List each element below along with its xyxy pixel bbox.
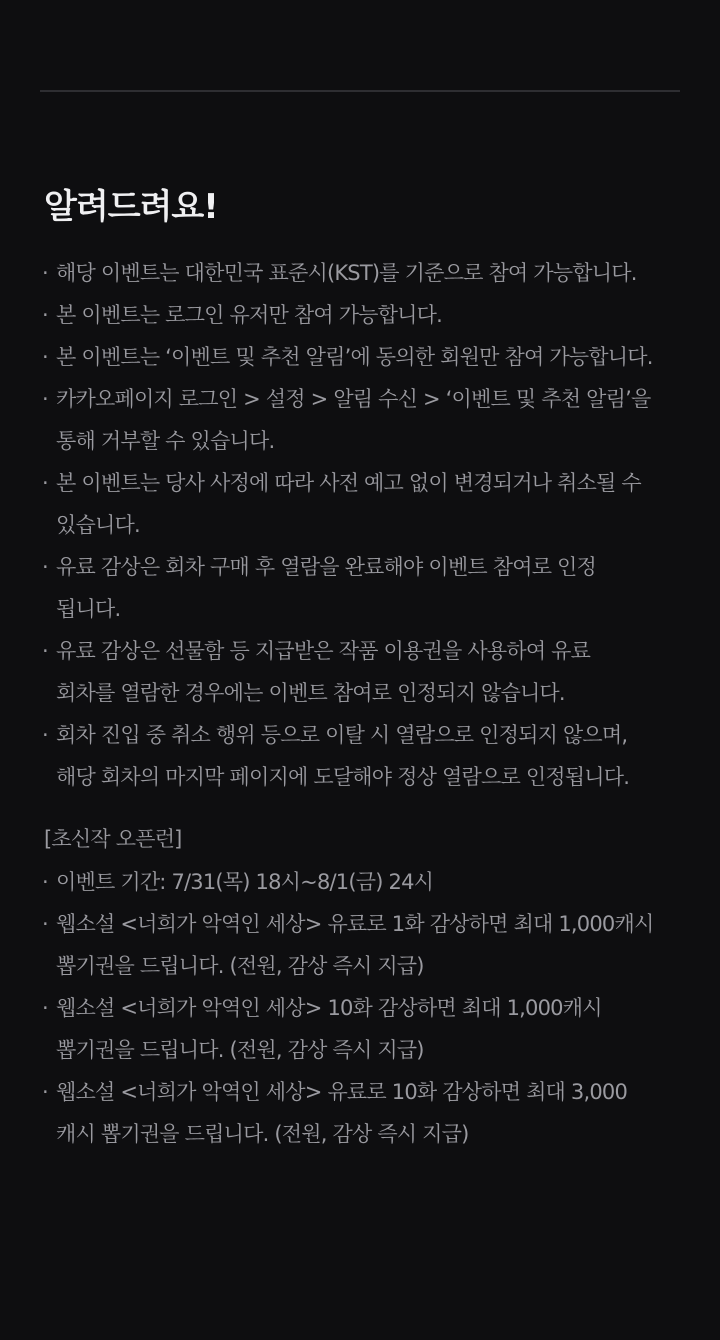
notice-item-consent: · 본 이벤트는 ‘이벤트 및 추천 알림’에 동의한 회원만 참여 가능합니다. xyxy=(42,336,682,378)
notice-list xyxy=(42,252,682,798)
notice-item-opt-out: · 카카오페이지 로그인 > 설정 > 알림 수신 > ‘이벤트 및 추천 알림’을 통해 거부할 수 있습니다. xyxy=(42,378,682,462)
notice-item-change: · 본 이벤트는 당사 사정에 따라 사전 예고 없이 변경되거나 취소될 수 있습니다. xyxy=(42,462,682,546)
event-item-reward-2: · 웹소설 <너희가 악역인 세상> 10화 감상하면 최대 1,000캐시 뽑기권을 드립니다. (전원, 감상 즉시 지급) xyxy=(42,987,682,1071)
event-heading: [초신작 오픈런] xyxy=(44,827,182,851)
event-list xyxy=(42,861,682,1155)
event-item-reward-3: · 웹소설 <너희가 악역인 세상> 유료로 10화 감상하면 최대 3,000 캐시 뽑기권을 드립니다. (전원, 감상 즉시 지급) xyxy=(42,1071,682,1155)
notice-item-paid-view: · 유료 감상은 회차 구매 후 열람을 완료해야 이벤트 참여로 인정 됩니다. xyxy=(42,546,682,630)
notice-item-login-only: · 본 이벤트는 로그인 유저만 참여 가능합니다. xyxy=(42,294,682,336)
event-item-period: · 이벤트 기간: 7/31(목) 18시~8/1(금) 24시 xyxy=(42,861,682,903)
notice-title: 알려드려요! xyxy=(44,187,218,227)
notice-item-kst: · 해당 이벤트는 대한민국 표준시(KST)를 기준으로 참여 가능합니다. xyxy=(42,252,682,294)
event-item-reward-1: · 웹소설 <너희가 악역인 세상> 유료로 1화 감상하면 최대 1,000캐시 뽑기권을 드립니다. (전원, 감상 즉시 지급) xyxy=(42,903,682,987)
top-divider xyxy=(40,90,680,92)
notice-item-voucher: · 유료 감상은 선물함 등 지급받은 작품 이용권을 사용하여 유료 회차를 열람한 경우에는 이벤트 참여로 인정되지 않습니다. xyxy=(42,630,682,714)
notice-item-exit: · 회차 진입 중 취소 행위 등으로 이탈 시 열람으로 인정되지 않으며, 해당 회차의 마지막 페이지에 도달해야 정상 열람으로 인정됩니다. xyxy=(42,714,682,798)
